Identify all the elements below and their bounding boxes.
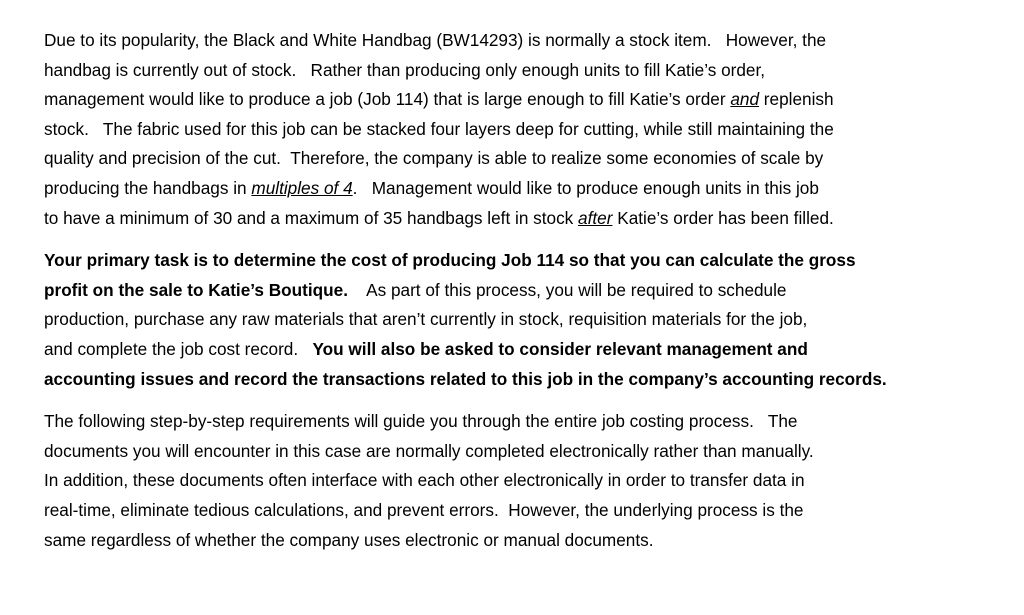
bold-text: accounting issues and record the transactions related to this job in the company’s accounting records. (44, 368, 887, 389)
text-line (44, 276, 984, 306)
text-run: same regardless of whether the company uses electronic or manual documents. (44, 529, 654, 550)
paragraph-3 (44, 407, 984, 555)
text-line (44, 335, 984, 365)
text-run: The following step-by-step requirements will guide you through the entire job costing process. The (44, 411, 798, 432)
document-body (44, 26, 984, 555)
emphasis-text: and (730, 89, 760, 110)
text-run: In addition, these documents often interface with each other electronically in order to transfer data in (44, 470, 805, 491)
emphasis-text: multiples of 4 (251, 177, 353, 198)
text-line (44, 466, 984, 496)
text-run: As part of this process, you will be required to schedule (347, 279, 787, 300)
text-line (44, 174, 984, 204)
text-line (44, 305, 984, 335)
text-line (44, 26, 984, 56)
text-run: Katie’s order has been filled. (612, 207, 834, 228)
text-run: documents you will encounter in this case are normally completed electronically rather than manually. (44, 440, 814, 461)
text-line (44, 437, 984, 467)
text-line (44, 85, 984, 115)
text-run: replenish (759, 89, 834, 110)
text-line (44, 144, 984, 174)
text-line (44, 204, 984, 234)
text-line (44, 496, 984, 526)
text-run: and complete the job cost record. (44, 338, 313, 359)
paragraph-2 (44, 246, 984, 394)
text-run: handbag is currently out of stock. Rather than producing only enough units to fill Katie’s order, (44, 59, 766, 80)
text-run: production, purchase any raw materials that aren’t currently in stock, requisition materials for the job, (44, 309, 808, 330)
text-run: Due to its popularity, the Black and White Handbag (BW14293) is normally a stock item. However, the (44, 30, 827, 50)
text-run: producing the handbags in (44, 177, 252, 198)
bold-text: You will also be asked to consider relevant management and (312, 338, 808, 359)
text-line (44, 365, 984, 395)
text-run: quality and precision of the cut. Therefore, the company is able to realize some economies of scale by (44, 148, 824, 169)
text-line (44, 246, 984, 276)
text-run: real-time, eliminate tedious calculations, and prevent errors. However, the underlying process is the (44, 499, 804, 520)
text-line (44, 526, 984, 556)
text-run: management would like to produce a job (Job 114) that is large enough to fill Katie’s order (44, 89, 731, 110)
text-run: to have a minimum of 30 and a maximum of 35 handbags left in stock (44, 207, 579, 228)
text-run: stock. The fabric used for this job can be stacked four layers deep for cutting, while still maintaining the (44, 118, 834, 139)
bold-text: profit on the sale to Katie’s Boutique. (44, 279, 348, 300)
text-line (44, 407, 984, 437)
text-line (44, 115, 984, 145)
paragraph-1 (44, 26, 984, 233)
bold-text: Your primary task is to determine the cost of producing Job 114 so that you can calculate the gross (44, 250, 856, 271)
text-line (44, 56, 984, 86)
emphasis-text: after (578, 207, 613, 228)
text-run: . Management would like to produce enough units in this job (352, 177, 819, 198)
